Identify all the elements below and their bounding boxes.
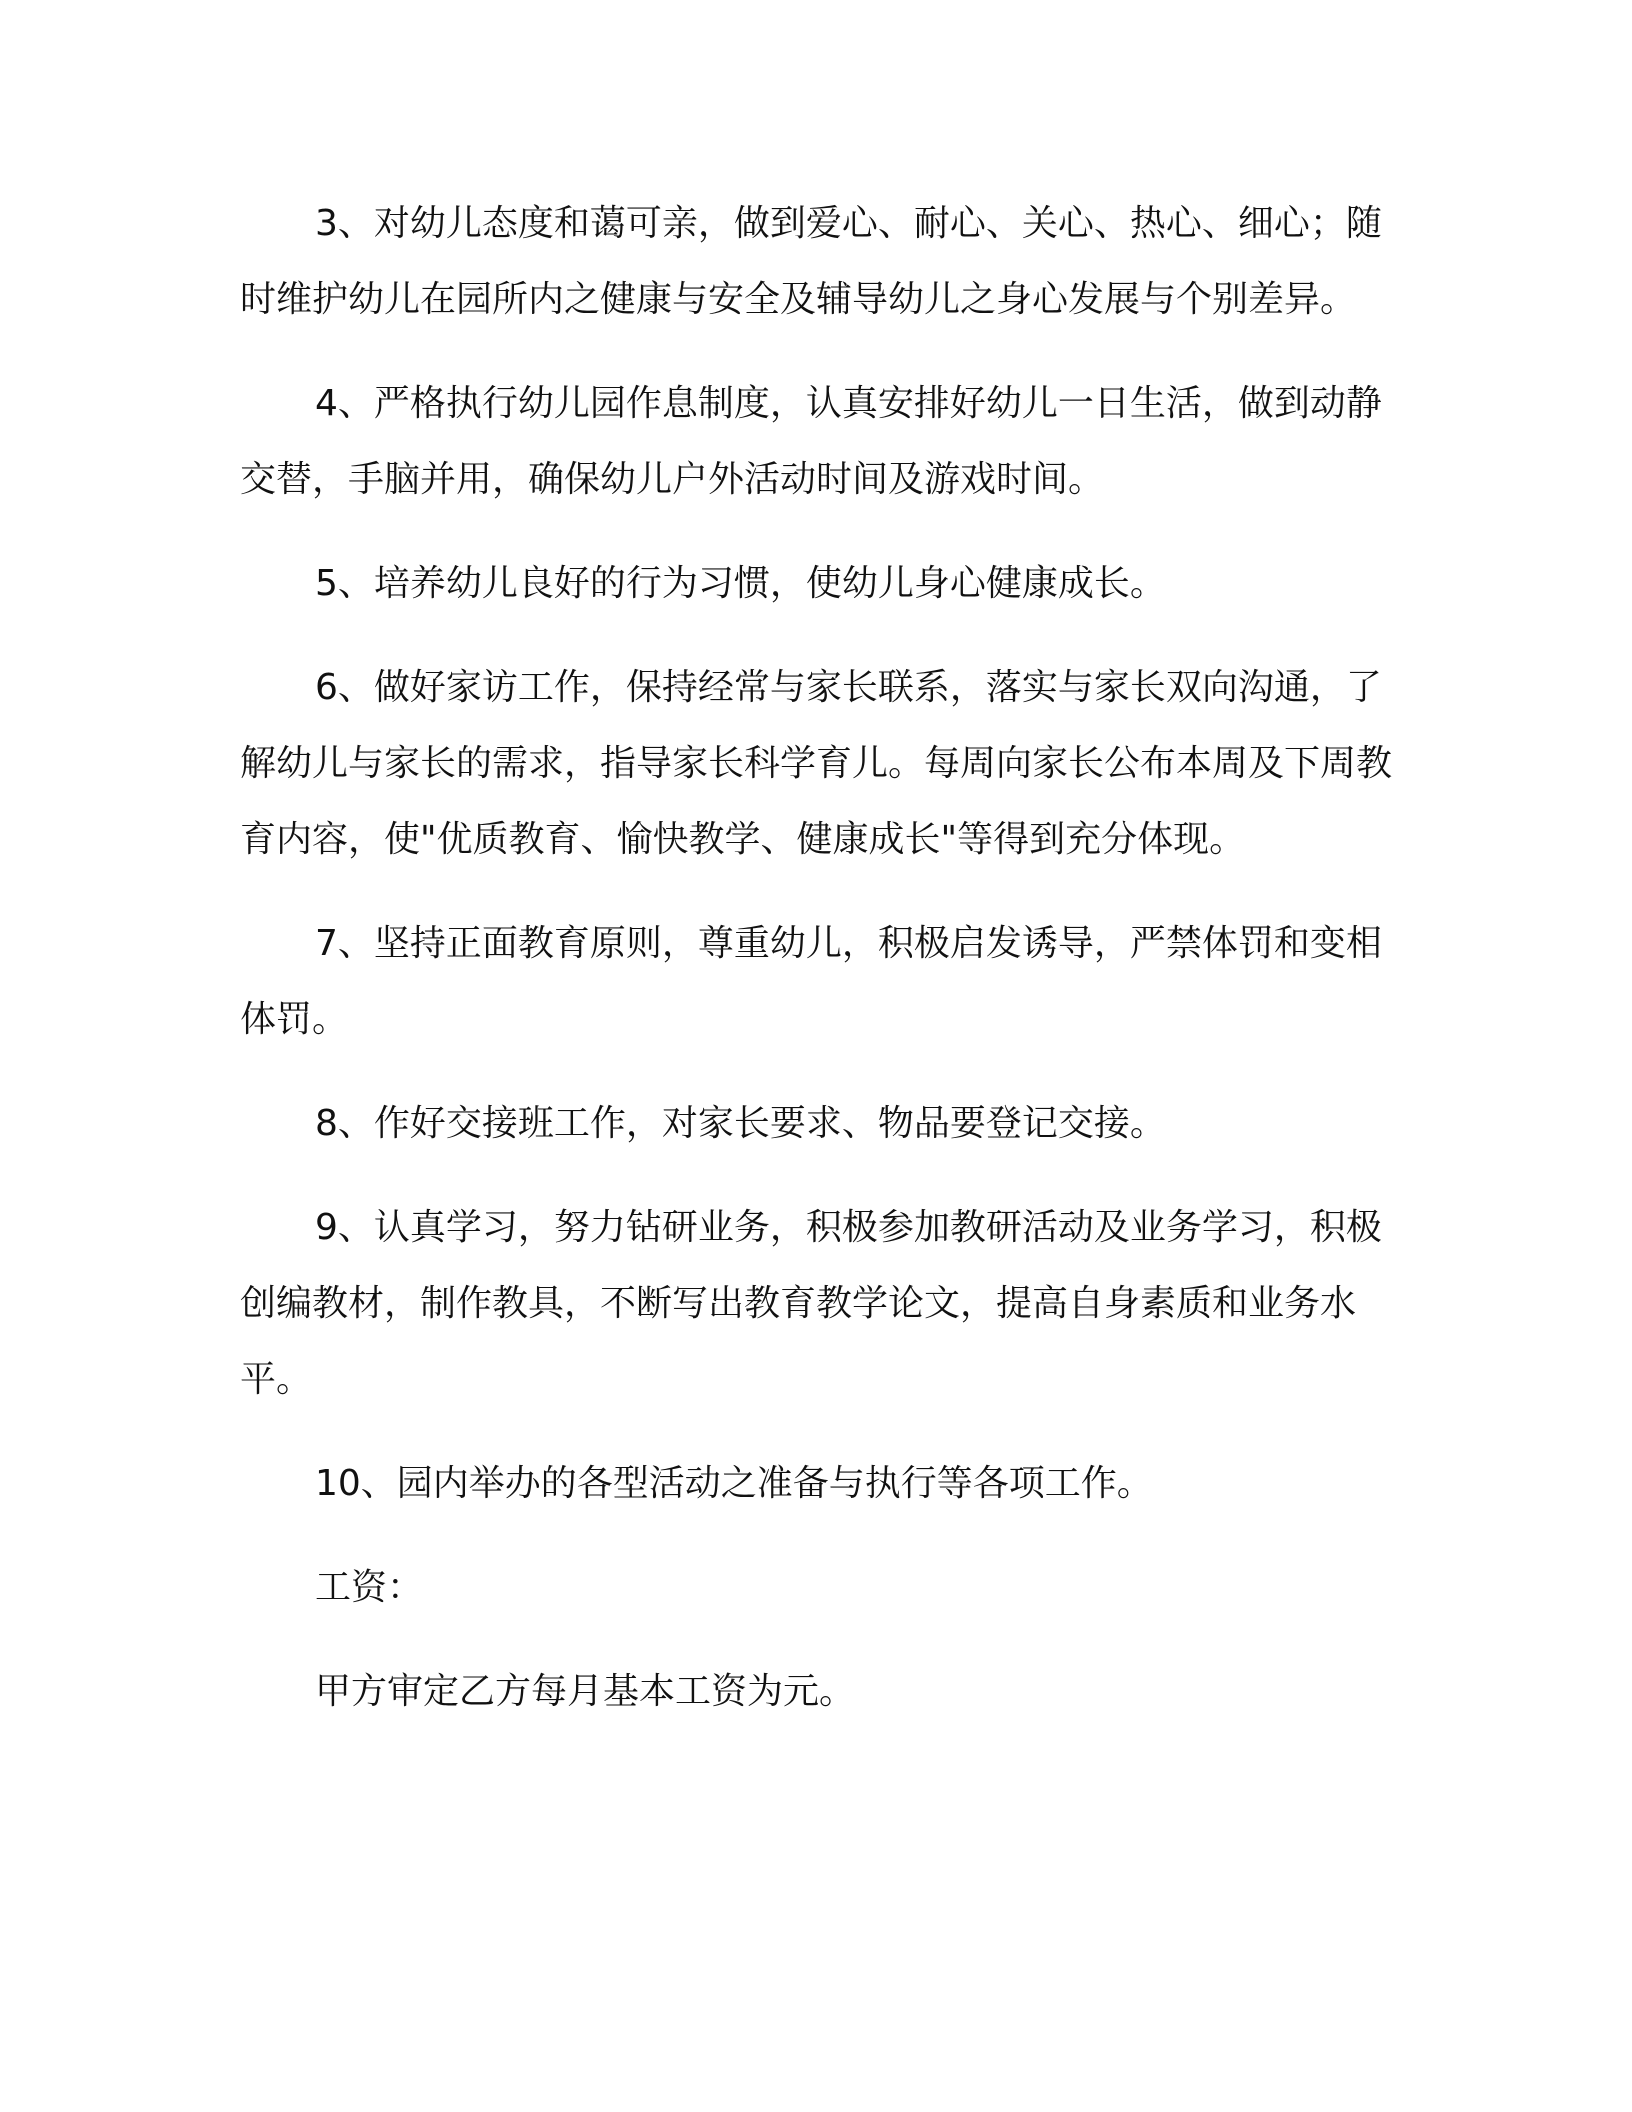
duty-item-7: 7、坚持正面教育原则，尊重幼儿，积极启发诱导，严禁体罚和变相体罚。 [240, 923, 1382, 1040]
duty-item-6: 6、做好家访工作，保持经常与家长联系，落实与家长双向沟通，了解幼儿与家长的需求，指导家长科学育儿。每周向家长公布本周及下周教育内容，使"优质教育、愉快教学、健康成长"等得到充分体现。 [240, 667, 1393, 860]
duty-item-9: 9、认真学习，努力钻研业务，积极参加教研活动及业务学习，积极创编教材，制作教具，不断写出教育教学论文，提高自身素质和业务水平。 [240, 1207, 1382, 1400]
duty-item-3: 3、对幼儿态度和蔼可亲，做到爱心、耐心、关心、热心、细心；随时维护幼儿在园所内之健康与安全及辅导幼儿之身心发展与个别差异。 [240, 203, 1382, 320]
duty-item-5: 5、培养幼儿良好的行为习惯，使幼儿身心健康成长。 [315, 563, 1166, 604]
duty-item-8: 8、作好交接班工作，对家长要求、物品要登记交接。 [315, 1103, 1166, 1144]
salary-heading: 工资： [315, 1567, 424, 1608]
duty-item-10: 10、园内举办的各型活动之准备与执行等各项工作。 [315, 1463, 1153, 1504]
document-body [240, 186, 1392, 1758]
salary-text: 甲方审定乙方每月基本工资为元。 [315, 1671, 856, 1712]
duty-item-4: 4、严格执行幼儿园作息制度，认真安排好幼儿一日生活，做到动静交替，手脑并用，确保幼儿户外活动时间及游戏时间。 [240, 383, 1382, 500]
